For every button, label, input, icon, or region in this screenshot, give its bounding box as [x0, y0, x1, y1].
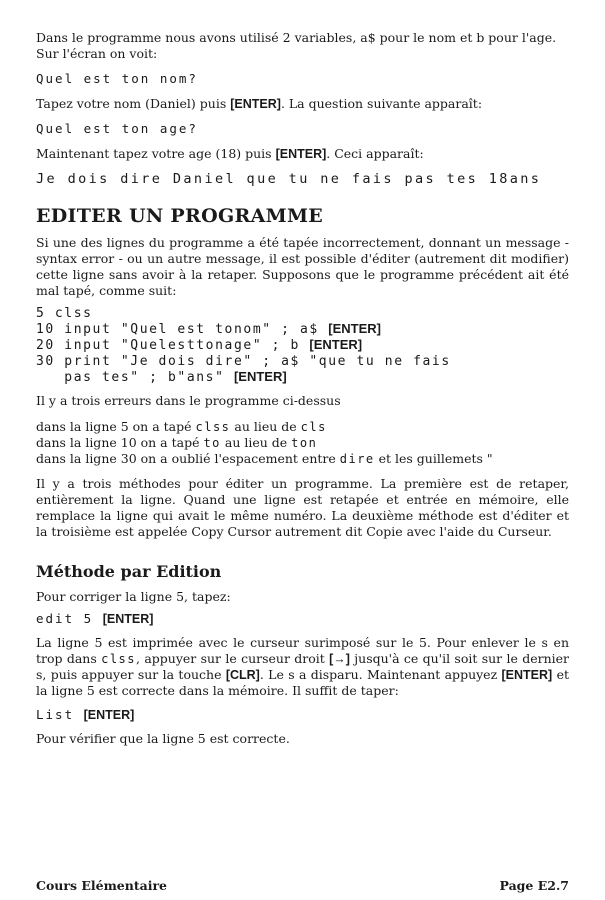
screen-output-2: Quel est ton age? — [36, 121, 198, 136]
program-line: 20 input "Quelesttonage" ; b [ENTER] — [36, 337, 363, 353]
screen-output-3: Je dois dire Daniel que tu ne fais pas tes 18ans — [36, 171, 542, 187]
error-item: dans la ligne 10 on a tapé to au lieu de ton — [36, 435, 318, 450]
section-title-editer: EDITER UN PROGRAMME — [36, 205, 324, 227]
footer-course-title: Cours Elémentaire — [36, 878, 168, 893]
program-line: 10 input "Quel est tonom" ; a$ [ENTER] — [36, 321, 381, 337]
intro-paragraph-4: Maintenant tapez votre age (18) puis [ENTER]. Ceci apparaît: — [36, 146, 424, 161]
section1-paragraph-1: Si une des lignes du programme a été tapée incorrectement, donnant un message -syntax error - ou un autre message, il est possible d'éditer (autrement dit modifier) cette ligne sans avoir à la retaper. Supposons que le programme précédent ait été mal tapé, comme suit: — [36, 235, 569, 298]
intro-paragraph-1: Dans le programme nous avons utilisé 2 variables, a$ pour le nom et b pour l'age. — [36, 30, 557, 45]
intro-paragraph-2: Sur l'écran on voit: — [36, 46, 158, 61]
intro-paragraph-3: Tapez votre nom (Daniel) puis [ENTER]. La question suivante apparaît: — [36, 96, 483, 111]
section1-paragraph-2: Il y a trois erreurs dans le programme ci-dessus — [36, 393, 341, 408]
section-title-methode: Méthode par Edition — [36, 562, 222, 581]
error-list — [36, 419, 569, 467]
section2-paragraph-2: La ligne 5 est imprimée avec le curseur surimposé sur le 5. Pour enlever le s en trop dans clss, appuyer sur le curseur droit [→] jusqu'à ce qu'il soit sur le dernier s, puis appuyer sur la touche [CLR]. Le s a disparu. Maintenant appuyez [ENTER] et la ligne 5 est correcte dans la mémoire. Il suffit de taper: — [36, 635, 569, 698]
command-list: List [ENTER] — [36, 707, 135, 722]
program-line: pas tes" ; b"ans" [ENTER] — [36, 369, 287, 385]
page-footer — [36, 878, 569, 893]
page-content — [36, 30, 569, 747]
section1-paragraph-3: Il y a trois méthodes pour éditer un programme. La première est de retaper, entièrement la ligne. Quand une ligne est retapée et entrée en mémoire, elle remplace la ligne qui avait le même numéro. La deuxième méthode est d'éditer et la troisième est appelée Copy Cursor autrement dit Copie avec l'aide du Curseur. — [36, 476, 569, 539]
error-item: dans la ligne 5 on a tapé clss au lieu de cls — [36, 419, 327, 434]
error-item: dans la ligne 30 on a oublié l'espacement entre dire et les guillemets " — [36, 451, 493, 466]
footer-page-number: Page E2.7 — [499, 878, 569, 893]
program-listing — [36, 305, 569, 385]
program-line: 30 print "Je dois dire" ; a$ "que tu ne fais — [36, 354, 451, 369]
command-edit: edit 5 [ENTER] — [36, 611, 154, 626]
section2-paragraph-3: Pour vérifier que la ligne 5 est correcte. — [36, 731, 290, 746]
section2-paragraph-1: Pour corriger la ligne 5, tapez: — [36, 589, 231, 604]
screen-output-1: Quel est ton nom? — [36, 71, 198, 86]
program-line: 5 clss — [36, 306, 93, 321]
